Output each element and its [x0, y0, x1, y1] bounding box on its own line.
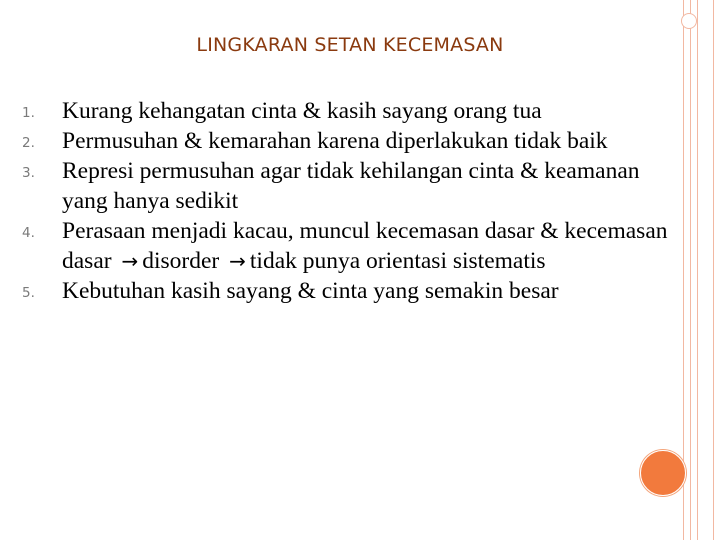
list-item-text: Permusuhan & kemarahan karena diperlakukan tidak baik [62, 128, 608, 154]
list-item-number: 5. [22, 285, 35, 301]
list-item-text: Kurang kehangatan cinta & kasih sayang orang tua [62, 98, 542, 124]
decorative-line [713, 0, 714, 540]
list-item [0, 216, 680, 276]
list-item-number: 1. [22, 105, 35, 121]
list-item [0, 156, 680, 216]
list-item-number: 4. [22, 225, 35, 241]
list-item-number: 2. [22, 135, 35, 151]
list-item-text: Represi permusuhan agar tidak kehilangan cinta & keamanan yang hanya sedikit [62, 158, 640, 214]
list-item-number: 3. [22, 165, 35, 181]
list-item [0, 96, 680, 126]
list-item-text: disorder [142, 248, 220, 274]
arrow-right-icon: → [121, 249, 139, 273]
list-item-text: tidak punya orientasi sistematis [249, 248, 546, 274]
decorative-orange-circle [640, 450, 686, 496]
list-item-text: Kebutuhan kasih sayang & cinta yang semakin besar [62, 278, 559, 304]
list-item [0, 126, 680, 156]
decorative-line [697, 0, 698, 540]
numbered-list [0, 96, 680, 306]
slide-title: LINGKARAN SETAN KECEMASAN [196, 34, 504, 56]
decorative-line [683, 0, 684, 540]
list-item-text: Perasaan menjadi kacau, muncul kecemasan dasar & kecemasan dasar [62, 218, 668, 274]
decorative-ring [681, 13, 697, 29]
list-item [0, 276, 680, 306]
arrow-right-icon: → [229, 249, 246, 273]
decorative-line [690, 0, 691, 540]
